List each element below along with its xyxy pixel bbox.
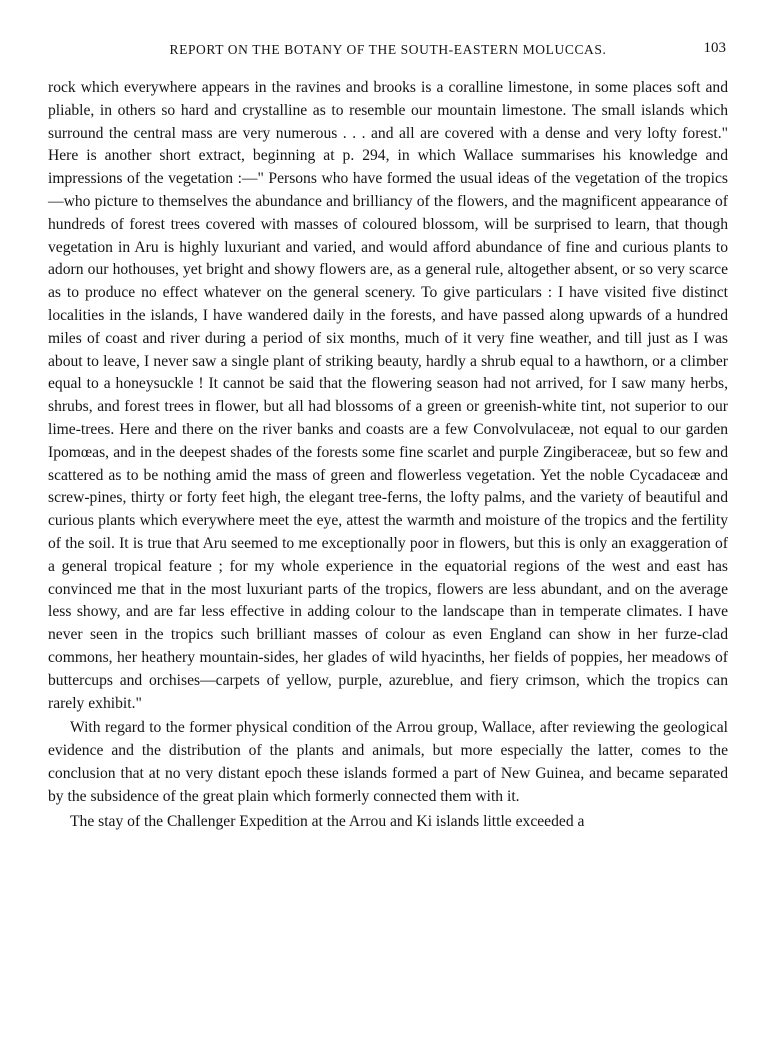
running-title: REPORT ON THE BOTANY OF THE SOUTH-EASTERN MOLUCCAS. (169, 42, 607, 57)
body-text (48, 77, 728, 833)
book-page (48, 36, 728, 833)
paragraph-challenger-stay: The stay of the Challenger Expedition at the Arrou and Ki islands little exceeded a (70, 812, 585, 830)
paragraph-physical-condition: With regard to the former physical condition of the Arrou group, Wallace, after reviewing the geological evidence and the distribution of the plants and animals, but more especially the latter, comes to the conclusion that at no very distant epoch these islands formed a part of New Guinea, and became separated by the subsidence of the great plain which formerly connected them with it. (48, 719, 728, 805)
page-number: 103 (703, 40, 726, 56)
paragraph-wallace-quote: rock which everywhere appears in the ravines and brooks is a coralline limestone, in some places soft and pliable, in others so hard and crystalline as to resemble our mountain limestone. The small islands which surround the central mass are very numerous . . . and all are covered with a dense and very lofty forest." Here is another short extract, beginning at p. 294, in which Wallace summarises his knowledge and impressions of the vegetation :—" Persons who have formed the usual ideas of the vegetation of the tropics—who picture to themselves the abundance and brilliancy of the flowers, and the magnificent appearance of hundreds of forest trees covered with masses of coloured blossom, will be surprised to learn, that though vegetation in Aru is highly luxuriant and varied, and would afford abundance of fine and curious plants to adorn our hothouses, yet bright and showy flowers are, as a general rule, altogether absent, or so very scarce as to produce no effect whatever on the general scenery. To give particulars : I have visited five distinct localities in the islands, I have wandered daily in the forests, and have passed along upwards of a hundred miles of coast and river during a period of six months, much of it very fine weather, and till just as I was about to leave, I never saw a single plant of striking beauty, hardly a shrub equal to a hawthorn, or a climber equal to a honeysuckle ! It cannot be said that the flowering season had not arrived, for I saw many herbs, shrubs, and forest trees in flower, but all had blossoms of a green or greenish-white tint, not superior to our lime-trees. Here and there on the river banks and coasts are a few Convolvulaceæ, not equal to our garden Ipomœas, and in the deepest shades of the forests some fine scarlet and purple Zingiberaceæ, but so few and scattered as to be nothing amid the mass of green and flowerless vegetation. Yet the noble Cycadaceæ and screw-pines, thirty or forty feet high, the elegant tree-ferns, the lofty palms, and the variety of beautiful and curious plants which everywhere meet the eye, attest the warmth and moisture of the tropics and the fertility of the soil. It is true that Aru seemed to me exceptionally poor in flowers, but this is only an exaggeration of a general tropical feature ; for my whole experience in the equatorial regions of the west and east has convinced me that in the most luxuriant parts of the tropics, flowers are less abundant, and on the average less showy, and are far less effective in adding colour to the landscape than in temperate climates. I have never seen in the tropics such brilliant masses of colour as even England can show in her furze-clad commons, her heathery mountain-sides, her glades of wild hyacinths, her fields of poppies, her meadows of buttercups and orchises—carpets of yellow, purple, azureblue, and fiery crimson, which the tropics can rarely exhibit." (48, 79, 728, 712)
running-head (48, 36, 728, 66)
